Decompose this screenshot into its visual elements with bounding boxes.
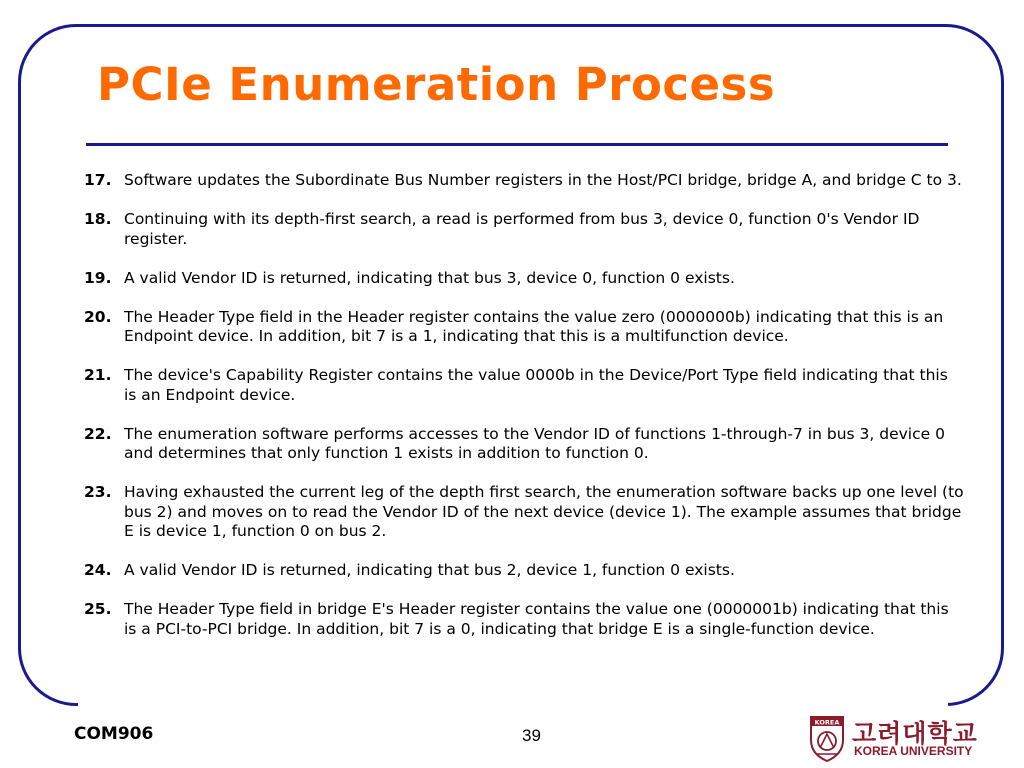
step-number: 17.	[84, 171, 112, 189]
step-text: A valid Vendor ID is returned, indicating that bus 2, device 1, function 0 exists.	[124, 561, 735, 579]
list-item	[84, 425, 964, 464]
step-number: 22.	[84, 424, 112, 443]
step-number: 23.	[84, 483, 112, 501]
step-number: 20.	[84, 307, 112, 326]
slide-title: PCIe Enumeration Process	[97, 58, 776, 111]
crest-icon	[808, 714, 846, 762]
list-item	[84, 308, 964, 347]
list-item	[84, 366, 964, 405]
step-text: The Header Type field in the Header register contains the value zero (0000000b) indicating that this is an Endpoint device. In addition, bit 7 is a 1, indicating that this is a multifunction device.	[124, 307, 944, 345]
list-item	[84, 600, 964, 639]
step-text: Software updates the Subordinate Bus Number registers in the Host/PCI bridge, bridge A, and bridge C to 3.	[124, 171, 962, 189]
list-item	[84, 210, 964, 249]
step-number: 25.	[84, 600, 112, 618]
step-number: 18.	[84, 210, 112, 228]
list-item	[84, 269, 964, 289]
step-number: 19.	[84, 268, 112, 287]
logo-korean-text: 고려대학교	[852, 719, 978, 748]
step-text: A valid Vendor ID is returned, indicating that bus 3, device 0, function 0 exists.	[124, 268, 735, 287]
step-text: The device's Capability Register contains the value 0000b in the Device/Port Type field indicating that this is an Endpoint device.	[124, 366, 948, 404]
step-number: 21.	[84, 366, 112, 384]
course-code: COM906	[74, 724, 154, 744]
logo-english-text: KOREA UNIVERSITY	[854, 744, 973, 758]
list-item	[84, 171, 964, 191]
step-text: The enumeration software performs accesses to the Vendor ID of functions 1-through-7 in bus 3, device 0 and determines that only function 1 exists in addition to function 0.	[124, 424, 945, 462]
step-text: Having exhausted the current leg of the depth first search, the enumeration software backs up one level (to bus 2) and moves on to read the Vendor ID of the next device (device 1). The example assumes that bridge E is device 1, function 0 on bus 2.	[124, 483, 964, 540]
step-number: 24.	[84, 561, 112, 579]
step-text: Continuing with its depth-first search, a read is performed from bus 3, device 0, function 0's Vendor ID register.	[124, 210, 920, 248]
list-item	[84, 561, 964, 581]
crest-text: KOREA	[814, 718, 840, 727]
steps-list	[84, 171, 964, 659]
university-logo	[808, 714, 988, 764]
frame-gap	[78, 698, 948, 712]
list-item	[84, 483, 964, 542]
page-number: 39	[522, 726, 541, 745]
step-text: The Header Type field in bridge E's Header register contains the value one (0000001b) indicating that this is a PCI-to-PCI bridge. In addition, bit 7 is a 0, indicating that bridge E is a single-function device.	[124, 600, 949, 638]
title-underline	[86, 143, 948, 146]
